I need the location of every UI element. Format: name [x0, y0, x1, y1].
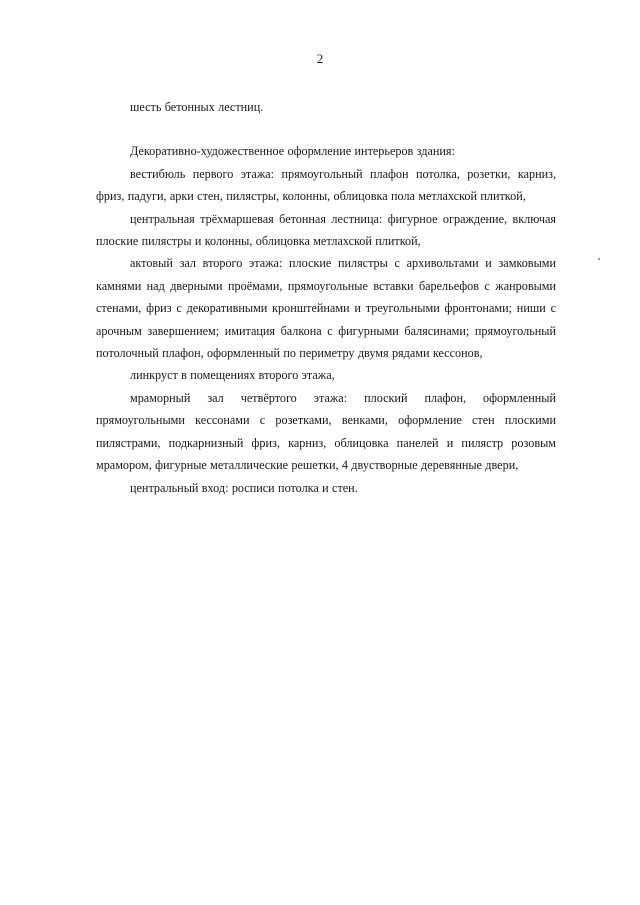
paragraph-vestibule: вестибюль первого этажа: прямоугольный плафон потолка, розетки, карниз, фриз, падуги, арки стен, пилястры, колонны, облицовка пола метлахской плиткой, [96, 166, 556, 204]
paragraph-section-heading: Декоративно-художественное оформление интерьеров здания: [130, 144, 455, 159]
paragraph-stairs-continued: шесть бетонных лестниц. [130, 100, 264, 114]
paragraph-spacer [96, 118, 556, 140]
paragraph-marble-hall: мраморный зал четвёртого этажа: плоский плафон, оформленный прямоугольными кессонами с розетками, венками, оформление стен плоскими пилястрами, подкарнизный фриз, карниз, облицовка панелей и пилястр розовым мрамором, фигурные металлические решетки, 4 двустворные деревянные двери, [96, 390, 556, 473]
paragraph-central-staircase: центральная трёхмаршевая бетонная лестница: фигурное ограждение, включая плоские пилястры и колонны, облицовка метлахской плиткой, [96, 211, 556, 249]
document-body [96, 96, 556, 499]
paragraph-central-entrance: центральный вход: росписи потолка и стен. [130, 480, 358, 495]
scan-artifact [598, 258, 600, 260]
page-number: 2 [316, 51, 324, 66]
paragraph-lincrusta: линкруст в помещениях второго этажа, [130, 368, 335, 383]
paragraph-assembly-hall: актовый зал второго этажа: плоские пилястры с архивольтами и замковыми камнями над дверными проёмами, прямоугольные вставки барельефов с жанровыми стенами, фриз с декоративными кронштейнами и треугольными фронтонами; ниши с арочным завершением; имитация балкона с фигурными балясинами; прямоугольный потолочный плафон, оформленный по периметру двумя рядами кессонов, [96, 256, 556, 361]
